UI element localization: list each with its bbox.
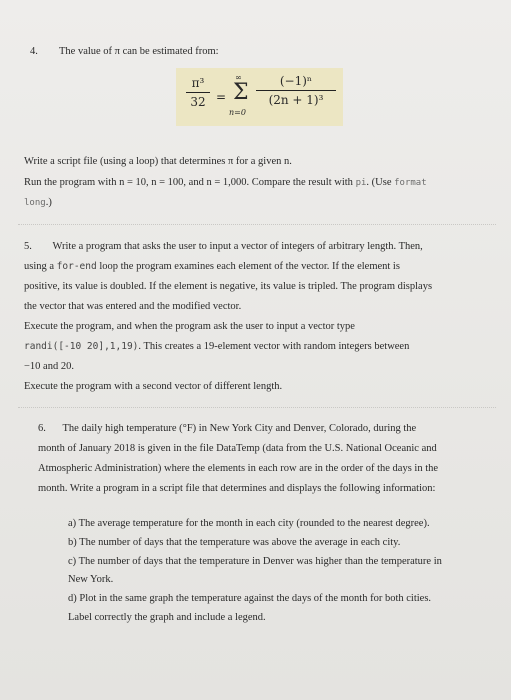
- formula-lhs-numerator: π³: [191, 76, 205, 90]
- q6-item-c: c) The number of days that the temperature in Denver was higher than the temperature in: [68, 556, 442, 567]
- pi-series-formula: [176, 68, 343, 126]
- sum-upper-limit: ∞: [235, 73, 242, 82]
- formula-rhs-denominator: (2n + 1)³: [268, 93, 324, 107]
- sigma-icon: Σ: [233, 80, 249, 105]
- fraction-bar: [256, 90, 336, 91]
- fraction-bar: [186, 92, 210, 93]
- q6-text-line: Atmospheric Administration) where the elements in each row are in the order of the days in the: [38, 463, 439, 474]
- q5-text-line: positive, its value is doubled. If the element is negative, its value is tripled. The program displays: [24, 281, 433, 292]
- q6-item-a: a) The average temperature for the month in each city (rounded to the nearest degree).: [68, 518, 430, 529]
- question-4-number: 4.: [30, 46, 38, 57]
- question-5-number: 5.: [24, 241, 32, 252]
- q6-text-line: 6. The daily high temperature (°F) in New York City and Denver, Colorado, during the: [38, 423, 417, 434]
- q6-item-c-cont: New York.: [68, 574, 114, 585]
- q5-text-line: −10 and 20.: [24, 361, 74, 372]
- q6-item-d: d) Plot in the same graph the temperature against the days of the month for both cities.: [68, 593, 432, 604]
- formula-rhs-numerator: (−1)ⁿ: [279, 74, 313, 88]
- code-long: long: [24, 198, 46, 208]
- q4-text-line: long.): [24, 197, 52, 208]
- q5-text-line: Execute the program with a second vector of different length.: [24, 381, 283, 392]
- q4-text-line: Write a script file (using a loop) that determines π for a given n.: [24, 156, 292, 167]
- code-randi: randi([-10 20],1,19): [24, 341, 139, 352]
- formula-equals: =: [216, 90, 227, 104]
- q6-text-line: month. Write a program in a script file that determines and displays the following information:: [38, 483, 436, 494]
- q5-text-line: randi([-10 20],1,19). This creates a 19-element vector with random integers between: [24, 341, 410, 352]
- q6-item-b: b) The number of days that the temperature was above the average in each city.: [68, 537, 401, 548]
- question-4-header: The value of π can be estimated from:: [59, 46, 219, 57]
- code-format: format: [394, 178, 427, 188]
- sum-lower-limit: n=0: [229, 108, 246, 117]
- divider: [18, 407, 496, 408]
- q4-text-line: Run the program with n = 10, n = 100, and n = 1,000. Compare the result with pi. (Use format: [24, 177, 427, 188]
- formula-rhs: [256, 74, 336, 107]
- q5-text-line: Execute the program, and when the program ask the user to input a vector type: [24, 321, 355, 332]
- formula-lhs-denominator: 32: [190, 95, 206, 109]
- q5-text-line: the vector that was entered and the modified vector.: [24, 301, 242, 312]
- code-pi: pi: [355, 178, 367, 188]
- q6-text-line: month of January 2018 is given in the file DataTemp (data from the U.S. National Oceanic and: [38, 443, 437, 454]
- q5-text-line: using a for-end loop the program examines each element of the vector. If the element is: [24, 261, 400, 272]
- q5-text-line: 5. Write a program that asks the user to input a vector of integers of arbitrary length. Then,: [24, 241, 423, 252]
- divider: [18, 224, 496, 225]
- code-for-end: for-end: [56, 261, 97, 272]
- formula-lhs: [186, 76, 210, 109]
- q6-item-d-cont: Label correctly the graph and include a legend.: [68, 612, 266, 623]
- question-6-number: 6.: [38, 423, 46, 434]
